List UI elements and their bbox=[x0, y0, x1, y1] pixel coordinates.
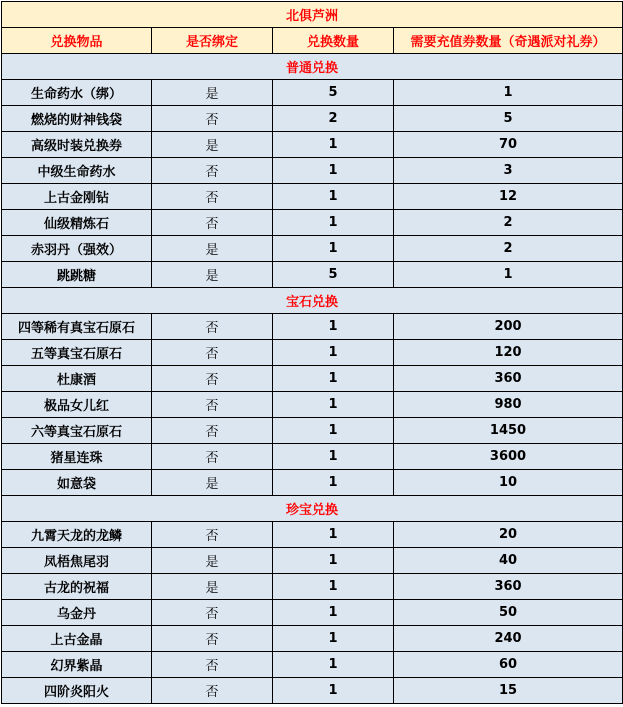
table-row bbox=[2, 210, 623, 236]
quantity-cell: 1 bbox=[273, 314, 394, 340]
exchange-table bbox=[1, 1, 623, 704]
quantity-cell: 1 bbox=[273, 184, 394, 210]
bound-cell: 否 bbox=[152, 340, 273, 366]
quantity-cell: 1 bbox=[273, 522, 394, 548]
quantity-cell: 1 bbox=[273, 418, 394, 444]
bound-cell: 否 bbox=[152, 522, 273, 548]
table-row bbox=[2, 418, 623, 444]
quantity-cell: 1 bbox=[273, 470, 394, 496]
table-row bbox=[2, 522, 623, 548]
item-cell: 古龙的祝福 bbox=[2, 574, 152, 600]
quantity-cell: 1 bbox=[273, 626, 394, 652]
item-cell: 燃烧的财神钱袋 bbox=[2, 106, 152, 132]
column-header-quantity: 兑换数量 bbox=[273, 28, 394, 54]
quantity-cell: 2 bbox=[273, 106, 394, 132]
quantity-cell: 1 bbox=[273, 652, 394, 678]
item-cell: 上古金晶 bbox=[2, 626, 152, 652]
item-cell: 跳跳糖 bbox=[2, 262, 152, 288]
bound-cell: 否 bbox=[152, 366, 273, 392]
table-row bbox=[2, 600, 623, 626]
table-row bbox=[2, 262, 623, 288]
section-title: 宝石兑换 bbox=[2, 288, 623, 314]
item-cell: 赤羽丹（强效） bbox=[2, 236, 152, 262]
bound-cell: 否 bbox=[152, 600, 273, 626]
bound-cell: 否 bbox=[152, 184, 273, 210]
item-cell: 仙级精炼石 bbox=[2, 210, 152, 236]
quantity-cell: 1 bbox=[273, 444, 394, 470]
section-title: 珍宝兑换 bbox=[2, 496, 623, 522]
table-row bbox=[2, 106, 623, 132]
column-header-cost: 需要充值券数量（奇遇派对礼券） bbox=[394, 28, 623, 54]
bound-cell: 否 bbox=[152, 314, 273, 340]
cost-cell: 2 bbox=[394, 236, 623, 262]
section-row bbox=[2, 496, 623, 522]
table-row bbox=[2, 158, 623, 184]
column-header-bound: 是否绑定 bbox=[152, 28, 273, 54]
cost-cell: 120 bbox=[394, 340, 623, 366]
cost-cell: 5 bbox=[394, 106, 623, 132]
cost-cell: 360 bbox=[394, 574, 623, 600]
table-row bbox=[2, 314, 623, 340]
header-row bbox=[2, 28, 623, 54]
bound-cell: 是 bbox=[152, 132, 273, 158]
item-cell: 四阶炎阳火 bbox=[2, 678, 152, 704]
cost-cell: 40 bbox=[394, 548, 623, 574]
item-cell: 四等稀有真宝石原石 bbox=[2, 314, 152, 340]
bound-cell: 否 bbox=[152, 158, 273, 184]
bound-cell: 否 bbox=[152, 392, 273, 418]
quantity-cell: 1 bbox=[273, 236, 394, 262]
item-cell: 五等真宝石原石 bbox=[2, 340, 152, 366]
section-row bbox=[2, 288, 623, 314]
cost-cell: 3600 bbox=[394, 444, 623, 470]
cost-cell: 360 bbox=[394, 366, 623, 392]
quantity-cell: 1 bbox=[273, 600, 394, 626]
bound-cell: 否 bbox=[152, 106, 273, 132]
item-cell: 杜康酒 bbox=[2, 366, 152, 392]
quantity-cell: 1 bbox=[273, 210, 394, 236]
quantity-cell: 1 bbox=[273, 366, 394, 392]
quantity-cell: 1 bbox=[273, 678, 394, 704]
table-row bbox=[2, 470, 623, 496]
cost-cell: 10 bbox=[394, 470, 623, 496]
cost-cell: 240 bbox=[394, 626, 623, 652]
quantity-cell: 1 bbox=[273, 158, 394, 184]
table-row bbox=[2, 366, 623, 392]
table-row bbox=[2, 678, 623, 704]
table-row bbox=[2, 80, 623, 106]
item-cell: 六等真宝石原石 bbox=[2, 418, 152, 444]
cost-cell: 3 bbox=[394, 158, 623, 184]
column-header-item: 兑换物品 bbox=[2, 28, 152, 54]
bound-cell: 否 bbox=[152, 210, 273, 236]
bound-cell: 是 bbox=[152, 262, 273, 288]
table-row bbox=[2, 184, 623, 210]
item-cell: 中级生命药水 bbox=[2, 158, 152, 184]
table-row bbox=[2, 236, 623, 262]
table-row bbox=[2, 574, 623, 600]
cost-cell: 60 bbox=[394, 652, 623, 678]
quantity-cell: 5 bbox=[273, 262, 394, 288]
quantity-cell: 1 bbox=[273, 574, 394, 600]
bound-cell: 是 bbox=[152, 548, 273, 574]
table-row bbox=[2, 626, 623, 652]
quantity-cell: 1 bbox=[273, 392, 394, 418]
table-row bbox=[2, 132, 623, 158]
item-cell: 如意袋 bbox=[2, 470, 152, 496]
cost-cell: 200 bbox=[394, 314, 623, 340]
cost-cell: 12 bbox=[394, 184, 623, 210]
item-cell: 猪星连珠 bbox=[2, 444, 152, 470]
cost-cell: 1450 bbox=[394, 418, 623, 444]
item-cell: 生命药水（绑） bbox=[2, 80, 152, 106]
cost-cell: 1 bbox=[394, 262, 623, 288]
table-row bbox=[2, 548, 623, 574]
table-row bbox=[2, 444, 623, 470]
cost-cell: 2 bbox=[394, 210, 623, 236]
section-row bbox=[2, 54, 623, 80]
item-cell: 凤梧焦尾羽 bbox=[2, 548, 152, 574]
bound-cell: 是 bbox=[152, 470, 273, 496]
item-cell: 九霄天龙的龙鳞 bbox=[2, 522, 152, 548]
table-title: 北俱芦洲 bbox=[2, 2, 623, 28]
quantity-cell: 1 bbox=[273, 132, 394, 158]
item-cell: 乌金丹 bbox=[2, 600, 152, 626]
cost-cell: 1 bbox=[394, 80, 623, 106]
item-cell: 极品女儿红 bbox=[2, 392, 152, 418]
bound-cell: 否 bbox=[152, 626, 273, 652]
cost-cell: 70 bbox=[394, 132, 623, 158]
cost-cell: 20 bbox=[394, 522, 623, 548]
table-row bbox=[2, 392, 623, 418]
quantity-cell: 5 bbox=[273, 80, 394, 106]
cost-cell: 50 bbox=[394, 600, 623, 626]
bound-cell: 否 bbox=[152, 652, 273, 678]
table-row bbox=[2, 340, 623, 366]
bound-cell: 是 bbox=[152, 80, 273, 106]
cost-cell: 980 bbox=[394, 392, 623, 418]
title-row bbox=[2, 2, 623, 28]
bound-cell: 是 bbox=[152, 574, 273, 600]
table-row bbox=[2, 652, 623, 678]
cost-cell: 15 bbox=[394, 678, 623, 704]
bound-cell: 是 bbox=[152, 236, 273, 262]
section-title: 普通兑换 bbox=[2, 54, 623, 80]
quantity-cell: 1 bbox=[273, 340, 394, 366]
bound-cell: 否 bbox=[152, 678, 273, 704]
bound-cell: 否 bbox=[152, 444, 273, 470]
item-cell: 上古金刚钻 bbox=[2, 184, 152, 210]
item-cell: 幻界紫晶 bbox=[2, 652, 152, 678]
bound-cell: 否 bbox=[152, 418, 273, 444]
item-cell: 高级时装兑换券 bbox=[2, 132, 152, 158]
quantity-cell: 1 bbox=[273, 548, 394, 574]
